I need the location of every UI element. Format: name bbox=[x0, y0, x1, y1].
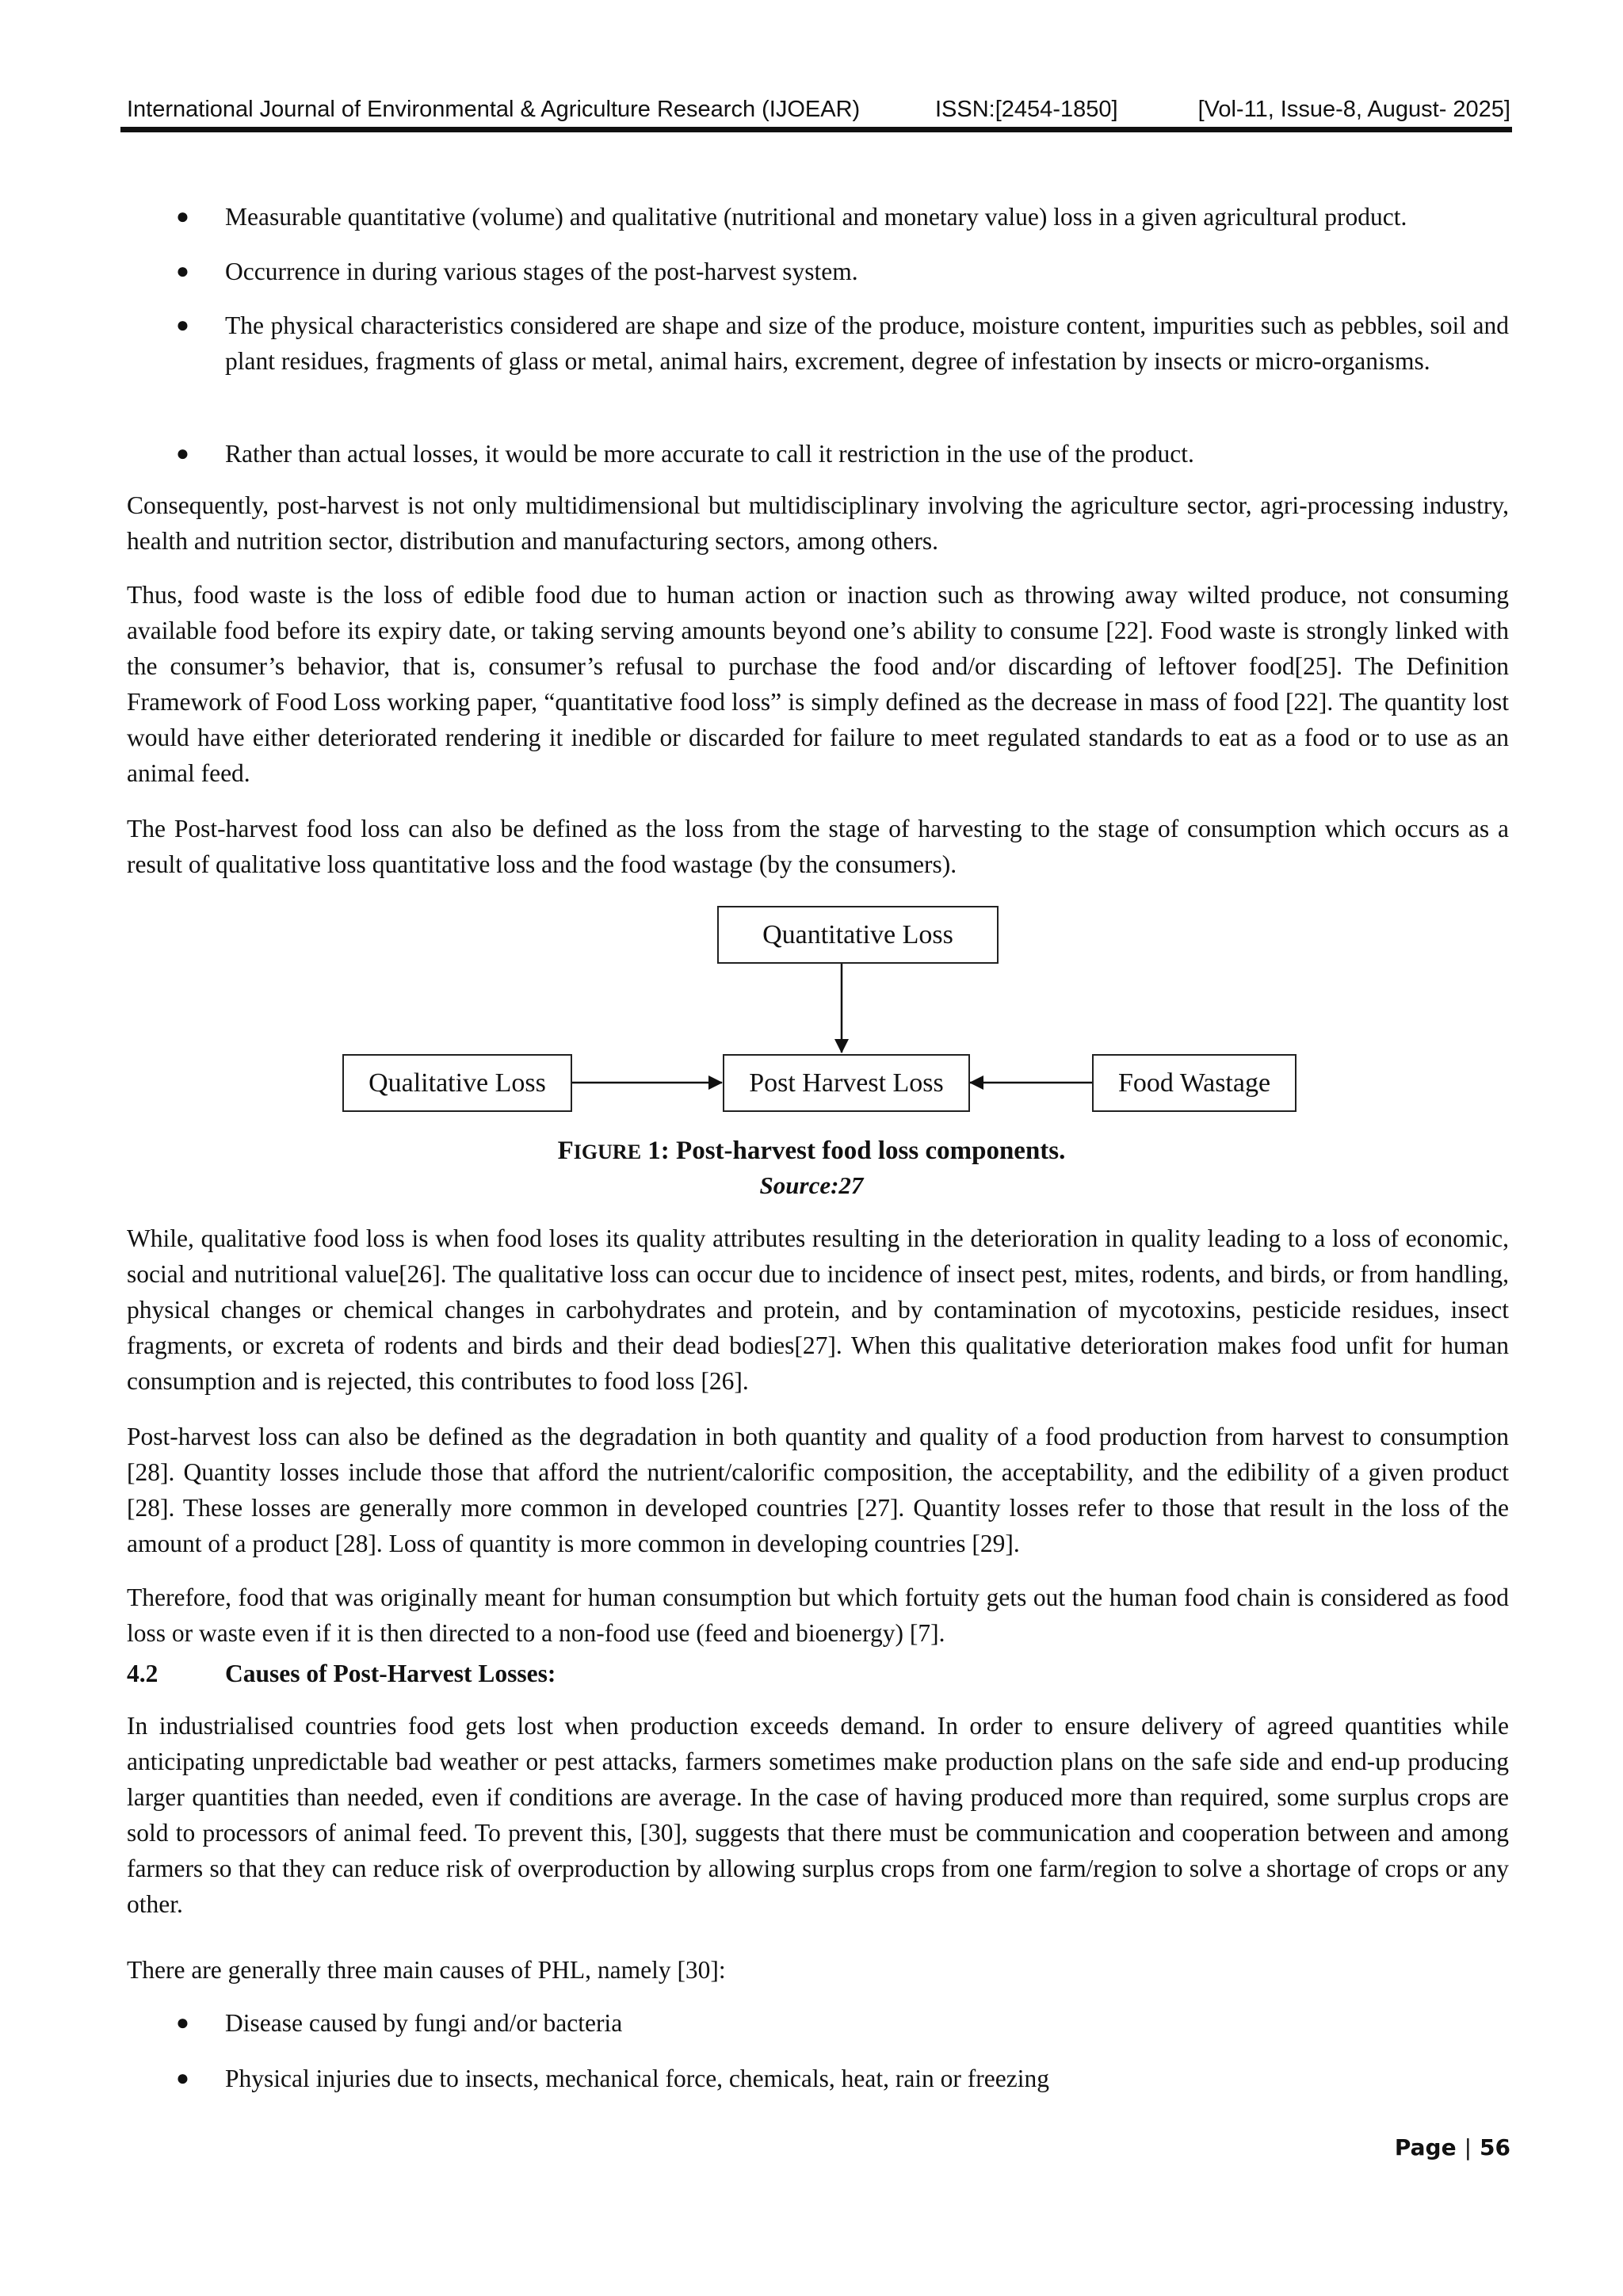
paragraph: Post-harvest loss can also be defined as the degradation in both quantity and quality of a food production from harvest to consumption [28]. Quantity losses include those that afford the nutrient/calorific composition, the acceptability, and the edibility of a given product [28]. These losses are generally more common in developed countries [27]. Quantity losses refer to those that result in the loss of the amount of a product [28]. Loss of quantity is more common in developing countries [29]. bbox=[127, 1423, 1509, 1557]
bullet-icon: ● bbox=[176, 204, 189, 229]
section-title: Causes of Post-Harvest Losses: bbox=[225, 1660, 556, 1687]
box-quantitative-loss: Quantitative Loss bbox=[717, 906, 999, 964]
paragraph: Consequently, post-harvest is not only multidimensional but multidisciplinary involving the agriculture sector, agri-processing industry, health and nutrition sector, distribution and manufacturing sectors, among others. bbox=[127, 491, 1509, 555]
box-food-wastage: Food Wastage bbox=[1092, 1054, 1296, 1112]
issn: ISSN:[2454-1850] bbox=[935, 97, 1118, 122]
page-label: Page bbox=[1394, 2134, 1457, 2160]
paragraph: The Post-harvest food loss can also be defined as the loss from the stage of harvesting to the stage of consumption which occurs as a result of qualitative loss quantitative loss and the food wastage (by the consumers). bbox=[127, 815, 1509, 878]
page-footer bbox=[1395, 2134, 1510, 2160]
running-header bbox=[125, 94, 1510, 125]
paragraph: While, qualitative food loss is when food loses its quality attributes resulting in the deterioration in quality leading to a loss of economic, social and nutritional value[26]. The qualitative loss can occur due to incidence of insect pest, mites, rodents, and birds, or from handling, physical changes or chemical changes in carbohydrates and protein, and by contamination of mycotoxins, pesticide residues, insect fragments, or excreta of rodents and birds and their dead bodies[27]. When this qualitative deterioration makes food unfit for human consumption and is rejected, this contributes to food loss [26]. bbox=[127, 1224, 1509, 1395]
journal-title: International Journal of Environmental & Agriculture Research (IJOEAR) bbox=[127, 97, 861, 122]
bullet-icon: ● bbox=[176, 2066, 189, 2091]
header-rule bbox=[120, 127, 1512, 132]
bullet-icon: ● bbox=[176, 313, 189, 338]
figure-caption: FIGURE 1: Post-harvest food loss components. bbox=[557, 1137, 1066, 1165]
page-number: 56 bbox=[1480, 2134, 1510, 2160]
paragraph: There are generally three main causes of PHL, namely [30]: bbox=[127, 1956, 726, 1984]
figure-diagram bbox=[0, 0, 1623, 1125]
footer-separator: | bbox=[1464, 2134, 1472, 2160]
bullet-icon: ● bbox=[176, 2011, 189, 2035]
paragraph: In industrialised countries food gets lost when production exceeds demand. In order to ensure delivery of agreed quantities while anticipating unpredictable bad weather or pest attacks, farmers sometimes make production plans on the safe side and end-up producing larger quantities than needed, even if conditions are average. In the case of having produced more than required, some surplus crops are sold to processors of animal feed. To prevent this, [30], suggests that there must be communication and cooperation between and among farmers so that they can reduce risk of overproduction by allowing surplus crops from one farm/region to solve a shortage of crops or any other. bbox=[127, 1712, 1509, 1918]
box-qualitative-loss: Qualitative Loss bbox=[342, 1054, 572, 1112]
paragraph: Therefore, food that was originally meant for human consumption but which fortuity gets out the human food chain is considered as food loss or waste even if it is then directed to a non-food use (feed and bioenergy) [7]. bbox=[127, 1584, 1509, 1647]
bullet-icon: ● bbox=[176, 259, 189, 284]
section-number: 4.2 bbox=[127, 1660, 158, 1687]
document-page: International Journal of Environmental & Agriculture Research (IJOEAR) ISSN:[2454-1850] [Vol-11, Issue-8, August- 2025] ● Measurable quantitative (volume) and qualitative (nutritional and monetary value) loss in a given agricultural product. ● Occurrence in during various stages of the post-harvest system. ● The physical characteristics considered are shape and size of the produce, moisture content, impurities such as pebbles, soil and plant residues, fragments of glass or metal, animal hairs, excrement, degree of infestation by insects or micro-organisms. ● Rather than actual losses, it would be more accurate to call it restriction in the use of the product. Consequently, post-harvest is not only multidimensional but multidisciplinary involving the agriculture sector, agri-processing industry, health and nutrition sector, distribution and manufacturing sectors, among others. Thus, food waste is the loss of edible food due to human action or inaction such as throwing away wilted produce, not consuming available food before its expiry date, or taking serving amounts beyond one’s ability to consume [22]. Food waste is strongly linked with the consumer’s behavior, that is, consumer’s refusal to purchase the food and/or discarding of leftover food[25]. The Definition Framework of Food Loss working paper, “quantitative food loss” is simply defined as the decrease in mass of food [22]. The quantity lost would have either deteriorated rendering it inedible or discarded for failure to meet regulated standards to eat as a food or to use as an animal feed. The Post-harvest food loss can also be defined as the loss from the stage of harvesting to the stage of consumption which occurs as a result of qualitative loss quantitative loss and the food wastage (by the consumers). Quantitative Loss Qualitative Loss Post Harvest Loss Food Wastage FIGURE 1: Post-harvest food loss components. Source:27 While, qualitative food loss is when food loses its quality attributes resulting in the deterioration in quality leading to a loss of economic, social and nutritional value[26]. The qualitative loss can occur due to incidence of insect pest, mites, rodents, and birds, or from handling, physical changes or chemical changes in carbohydrates and protein, and by contamination of mycotoxins, pesticide residues, insect fragments, or excreta of rodents and birds and their dead bodies[27]. When this qualitative deterioration makes food unfit for human consumption and is rejected, this contributes to food loss [26]. Post-harvest loss can also be defined as the degradation in both quantity and quality of a food production from harvest to consumption [28]. Quantity losses include those that afford the nutrient/calorific composition, the acceptability, and the edibility of a given product [28]. These losses are generally more common in developed countries [27]. Quantity losses refer to those that result in the loss of the amount of a product [28]. Loss of quantity is more common in developing countries [29]. Therefore, food that was originally meant for human consumption but which fortuity gets out the human food chain is considered as food loss or waste even if it is then directed to a non-food use (feed and bioenergy) [7]. 4.2 Causes of Post-Harvest Losses: In industrialised countries food gets lost when production exceeds demand. In order to ensure delivery of agreed quantities while anticipating unpredictable bad weather or pest attacks, farmers sometimes make production plans on the safe side and end-up producing larger quantities than needed, even if conditions are average. In the case of having produced more than required, some surplus crops are sold to processors of animal feed. To prevent this, [30], suggests that there must be communication and cooperation between and among farmers so that they can reduce risk of overproduction by allowing surplus crops from one farm/region to solve a shortage of crops or any other. There are generally three main causes of PHL, namely [30]: ● Disease caused by fungi and/or bacteria ● Physical injuries due to insects, mechanical force, chemicals, heat, rain or freezing Page | 56 bbox=[0, 0, 1623, 2296]
bullet-icon: ● bbox=[176, 441, 189, 466]
figure-source: Source:27 bbox=[759, 1171, 864, 1199]
paragraph: Thus, food waste is the loss of edible food due to human action or inaction such as throwing away wilted produce, not consuming available food before its expiry date, or taking serving amounts beyond one’s ability to consume [22]. Food waste is strongly linked with the consumer’s behavior, that is, consumer’s refusal to purchase the food and/or discarding of leftover food[25]. The Definition Framework of Food Loss working paper, “quantitative food loss” is simply defined as the decrease in mass of food [22]. The quantity lost would have either deteriorated rendering it inedible or discarded for failure to meet regulated standards to eat as a food or to use as an animal feed. bbox=[127, 581, 1509, 787]
box-post-harvest-loss: Post Harvest Loss bbox=[723, 1054, 970, 1112]
volume-issue: [Vol-11, Issue-8, August- 2025] bbox=[1197, 97, 1510, 122]
